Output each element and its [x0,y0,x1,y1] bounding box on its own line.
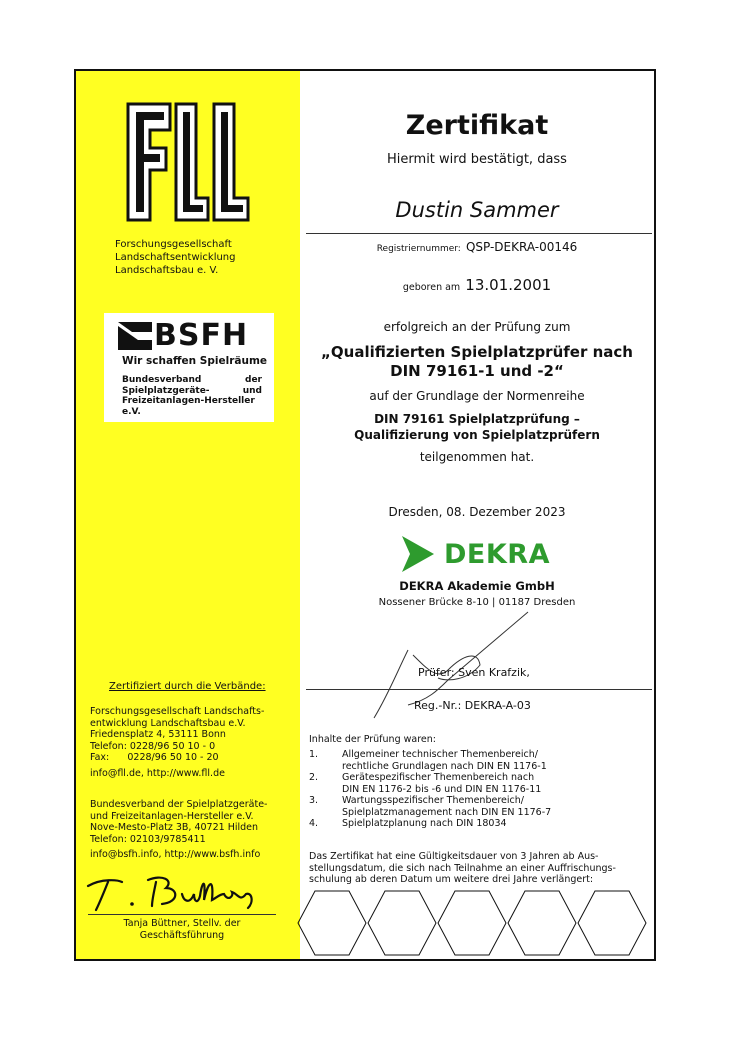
validity-line: stellungsdatum, die sich nach Teilnahme an einer Auffrischungs- [309,862,616,874]
signature-graphic [82,872,282,916]
validity-line: Das Zertifikat hat eine Gültigkeitsdauer von 3 Jahren ab Aus- [309,851,599,862]
bsfh-logo-box [104,313,274,422]
signature-line [88,914,276,915]
signer-name-block [88,918,276,941]
hexagon-field [368,891,436,955]
fll-org-name [115,238,236,277]
norm-line: Qualifizierung von Spielplatzprüfern [354,428,600,442]
item-number: 1. [309,749,319,760]
bsfh-mark-icon [118,322,152,350]
bsfh-tagline: Wir schaffen Spielräume [122,355,268,367]
item-line: rechtliche Grundlagen nach DIN EN 1176-1 [342,760,547,772]
bsfh-logo-text: BSFH [154,318,249,353]
bsfh-phone: Telefon: 02103/9785411 [90,833,206,845]
item-number: 3. [309,795,319,806]
fll-org-line: Forschungsgesellschaft [115,239,232,250]
examiner-name: Prüfer: Sven Krafzik, [418,666,530,679]
fll-address-block [90,706,264,779]
name-underline [306,233,652,234]
bsfh-address-line: Bundesverband der Spielplatzgeräte- [90,799,268,810]
hexagon-field [298,891,366,955]
fll-phone: Telefon: 0228/96 50 10 - 0 [90,740,216,752]
examiner-line [306,689,652,690]
exam-intro: erfolgreich an der Prüfung zum [383,320,571,334]
qualification-title [300,343,654,381]
hexagon-field [578,891,646,955]
dekra-arrow-icon [400,536,436,572]
signer-role: Geschäftsführung [139,929,225,941]
fll-address-line: Forschungsgesellschaft Landschafts- [90,706,265,717]
contents-item [309,795,649,818]
validity-text [309,851,647,886]
bsfh-address-line: Nove-Mesto-Platz 3B, 40721 Hilden [90,822,259,833]
renewal-stamp-fields [296,888,656,958]
bsfh-address-line: und Freizeitanlagen-Hersteller e.V. [90,810,254,822]
verbaende-heading: Zertifiziert durch die Verbände: [109,681,266,692]
fll-address-line: Friedensplatz 4, 53111 Bonn [90,729,226,740]
place-and-date: Dresden, 08. Dezember 2023 [388,505,566,519]
recipient-name: Dustin Sammer [395,198,559,222]
item-line: Allgemeiner technischer Themenbereich/ [342,749,538,760]
certificate-subtitle: Hiermit wird bestätigt, dass [387,152,567,167]
dekra-logo [400,536,550,572]
item-line: Spielplatzplanung nach DIN 18034 [342,818,507,829]
validity-line: schulung ab deren Datum um weitere drei Jahre verlängert: [309,874,594,885]
fll-address-line: entwicklung Landschaftsbau e.V. [90,717,246,729]
item-number: 2. [309,772,319,783]
reg-label: Registriernummer: [376,244,461,254]
hexagon-field [508,891,576,955]
birth-date [300,275,654,294]
bsfh-web: info@bsfh.info, http://www.bsfh.info [90,849,261,860]
contents-item [309,772,649,795]
renewal-hexagons [296,888,656,958]
signature-buettner [82,872,282,916]
dekra-address: Nossener Brücke 8-10 | 01187 Dresden [378,597,576,608]
fll-logo [124,100,252,224]
bsfh-logo [118,318,249,353]
certificate-title: Zertifikat [405,110,549,141]
bsfh-address-block [90,799,267,861]
born-label: geboren am [402,282,461,293]
hexagon-field [438,891,506,955]
contents-list [309,749,649,830]
contents-item [309,818,649,830]
qualification-line: „Qualifizierten Spielplatzprüfer nach [321,343,633,361]
examiner-regnr: Reg.-Nr.: DEKRA-A-03 [414,699,531,712]
dekra-logo-text: DEKRA [444,538,550,570]
fll-web: info@fll.de, http://www.fll.de [90,767,225,779]
signer-name: Tanja Büttner, Stellv. der [123,918,241,929]
fll-org-line: Landschaftsentwicklung [115,252,236,263]
item-line: Spielplatzmanagement nach DIN EN 1176-7 [342,806,552,818]
fll-org-line: Landschaftsbau e. V. [115,265,219,276]
registration-number [300,236,654,255]
born-value: 13.01.2001 [465,276,552,294]
norm-basis: auf der Grundlage der Normenreihe [369,389,585,403]
fll-logo-graphic [124,100,252,224]
dekra-academy: DEKRA Akademie GmbH [399,579,555,593]
item-line: DIN EN 1176-2 bis -6 und DIN EN 1176-11 [342,783,542,795]
bsfh-description: Bundesverband der Spielplatzgeräte- und Freizeitanlagen-Hersteller e.V. [122,375,262,417]
contents-item [309,749,649,772]
participated-text: teilgenommen hat. [419,450,535,464]
contents-heading: Inhalte der Prüfung waren: [309,734,436,745]
item-line: Wartungsspezifischer Themenbereich/ [342,795,524,806]
reg-value: QSP-DEKRA-00146 [465,240,578,254]
item-number: 4. [309,818,319,829]
norm-line: DIN 79161 Spielplatzprüfung – [374,412,580,426]
norm-title [300,411,654,443]
item-line: Gerätespezifischer Themenbereich nach [342,772,535,783]
qualification-line: DIN 79161-1 und -2“ [390,362,564,380]
fll-fax: Fax: 0228/96 50 10 - 20 [90,752,219,763]
